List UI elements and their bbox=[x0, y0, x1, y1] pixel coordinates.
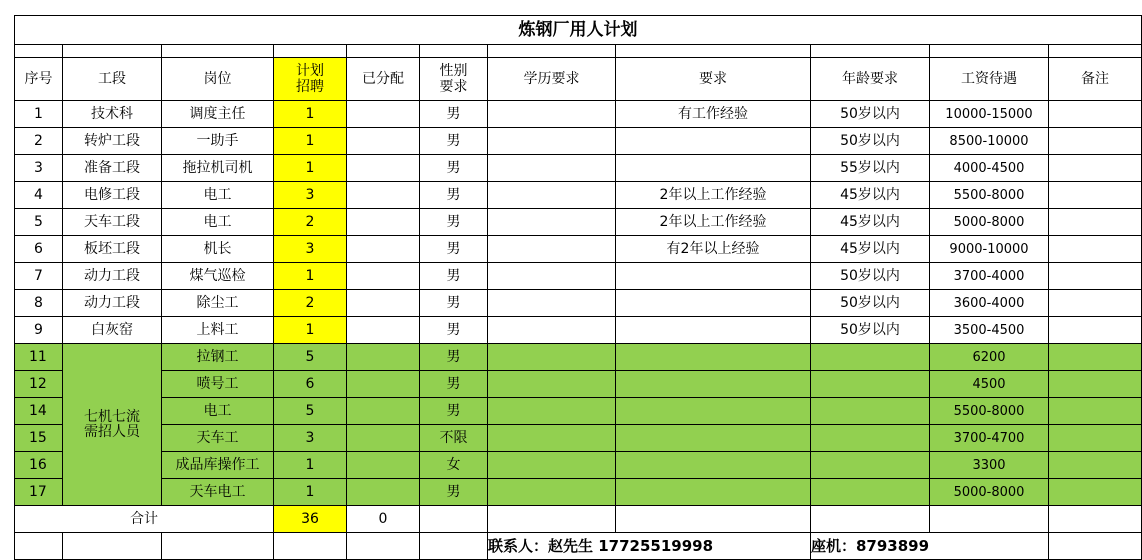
row-gender[interactable]: 男 bbox=[420, 209, 488, 236]
row-requirement[interactable] bbox=[616, 371, 811, 398]
row-plan[interactable]: 1 bbox=[274, 452, 347, 479]
row-remark[interactable] bbox=[1049, 155, 1142, 182]
row-assigned[interactable] bbox=[347, 209, 420, 236]
row-plan[interactable]: 1 bbox=[274, 263, 347, 290]
row-requirement[interactable] bbox=[616, 128, 811, 155]
header-seq[interactable]: 序号 bbox=[15, 58, 63, 101]
row-education[interactable] bbox=[488, 452, 616, 479]
row-gender[interactable]: 男 bbox=[420, 317, 488, 344]
row-seq[interactable]: 6 bbox=[15, 236, 63, 263]
row-post[interactable]: 电工 bbox=[162, 398, 274, 425]
row-gender[interactable]: 女 bbox=[420, 452, 488, 479]
row-salary[interactable]: 9000-10000 bbox=[930, 236, 1049, 263]
row-salary[interactable]: 4500 bbox=[930, 371, 1049, 398]
table-row bbox=[15, 479, 1142, 506]
header-requirement[interactable]: 要求 bbox=[616, 58, 811, 101]
row-education[interactable] bbox=[488, 101, 616, 128]
row-assigned[interactable] bbox=[347, 479, 420, 506]
row-assigned[interactable] bbox=[347, 101, 420, 128]
row-seq[interactable]: 14 bbox=[15, 398, 63, 425]
row-age[interactable]: 45岁以内 bbox=[811, 182, 930, 209]
row-remark[interactable] bbox=[1049, 290, 1142, 317]
row-salary[interactable]: 5500-8000 bbox=[930, 182, 1049, 209]
row-assigned[interactable] bbox=[347, 425, 420, 452]
table-row bbox=[15, 452, 1142, 479]
row-plan[interactable]: 2 bbox=[274, 209, 347, 236]
row-assigned[interactable] bbox=[347, 236, 420, 263]
row-post[interactable]: 上料工 bbox=[162, 317, 274, 344]
row-remark[interactable] bbox=[1049, 371, 1142, 398]
row-plan[interactable]: 1 bbox=[274, 479, 347, 506]
row-seq[interactable]: 4 bbox=[15, 182, 63, 209]
header-post[interactable]: 岗位 bbox=[162, 58, 274, 101]
row-remark[interactable] bbox=[1049, 479, 1142, 506]
header-age[interactable]: 年龄要求 bbox=[811, 58, 930, 101]
row-plan[interactable]: 3 bbox=[274, 236, 347, 263]
row-assigned[interactable] bbox=[347, 128, 420, 155]
row-requirement[interactable] bbox=[616, 290, 811, 317]
row-gender[interactable]: 男 bbox=[420, 128, 488, 155]
row-section[interactable]: 准备工段 bbox=[63, 155, 162, 182]
row-education[interactable] bbox=[488, 182, 616, 209]
row-assigned[interactable] bbox=[347, 155, 420, 182]
row-gender[interactable]: 男 bbox=[420, 398, 488, 425]
row-assigned[interactable] bbox=[347, 371, 420, 398]
table-row bbox=[15, 155, 1142, 182]
header-education[interactable]: 学历要求 bbox=[488, 58, 616, 101]
row-age[interactable]: 50岁以内 bbox=[811, 290, 930, 317]
row-post[interactable]: 电工 bbox=[162, 182, 274, 209]
row-salary[interactable]: 3600-4000 bbox=[930, 290, 1049, 317]
row-section[interactable]: 板坯工段 bbox=[63, 236, 162, 263]
contact-person[interactable]: 联系人：赵先生 17725519998 bbox=[488, 533, 811, 560]
row-salary[interactable]: 5000-8000 bbox=[930, 209, 1049, 236]
row-requirement[interactable] bbox=[616, 155, 811, 182]
total-label[interactable]: 合计 bbox=[15, 506, 274, 533]
row-seq[interactable]: 15 bbox=[15, 425, 63, 452]
sheet-title[interactable]: 炼钢厂用人计划 bbox=[15, 16, 1142, 45]
row-remark[interactable] bbox=[1049, 209, 1142, 236]
row-remark[interactable] bbox=[1049, 182, 1142, 209]
header-row bbox=[15, 58, 1142, 101]
row-remark[interactable] bbox=[1049, 101, 1142, 128]
row-requirement[interactable]: 有2年以上经验 bbox=[616, 236, 811, 263]
row-salary[interactable]: 4000-4500 bbox=[930, 155, 1049, 182]
row-post[interactable]: 天车工 bbox=[162, 425, 274, 452]
row-seq[interactable]: 7 bbox=[15, 263, 63, 290]
row-gender[interactable]: 男 bbox=[420, 236, 488, 263]
row-gender[interactable]: 男 bbox=[420, 290, 488, 317]
row-post[interactable]: 天车电工 bbox=[162, 479, 274, 506]
row-assigned[interactable] bbox=[347, 398, 420, 425]
row-plan[interactable]: 3 bbox=[274, 425, 347, 452]
row-section[interactable]: 技术科 bbox=[63, 101, 162, 128]
table-row bbox=[15, 128, 1142, 155]
row-post[interactable]: 一助手 bbox=[162, 128, 274, 155]
row-plan[interactable]: 1 bbox=[274, 155, 347, 182]
row-post[interactable]: 除尘工 bbox=[162, 290, 274, 317]
blank-row bbox=[15, 45, 1142, 58]
hiring-plan-table bbox=[14, 15, 1142, 560]
row-education[interactable] bbox=[488, 371, 616, 398]
table-row bbox=[15, 290, 1142, 317]
table-row bbox=[15, 398, 1142, 425]
row-education[interactable] bbox=[488, 209, 616, 236]
row-requirement[interactable] bbox=[616, 344, 811, 371]
row-gender[interactable]: 男 bbox=[420, 182, 488, 209]
row-section[interactable]: 白灰窑 bbox=[63, 317, 162, 344]
row-remark[interactable] bbox=[1049, 425, 1142, 452]
row-requirement[interactable] bbox=[616, 425, 811, 452]
row-education[interactable] bbox=[488, 317, 616, 344]
row-gender[interactable]: 男 bbox=[420, 479, 488, 506]
row-plan[interactable]: 6 bbox=[274, 371, 347, 398]
row-remark[interactable] bbox=[1049, 344, 1142, 371]
row-post[interactable]: 拉钢工 bbox=[162, 344, 274, 371]
row-seq[interactable]: 2 bbox=[15, 128, 63, 155]
row-requirement[interactable] bbox=[616, 263, 811, 290]
row-remark[interactable] bbox=[1049, 263, 1142, 290]
row-education[interactable] bbox=[488, 425, 616, 452]
table-row bbox=[15, 371, 1142, 398]
row-requirement[interactable]: 2年以上工作经验 bbox=[616, 182, 811, 209]
row-age[interactable] bbox=[811, 344, 930, 371]
row-seq[interactable]: 1 bbox=[15, 101, 63, 128]
row-seq[interactable]: 11 bbox=[15, 344, 63, 371]
row-section[interactable]: 电修工段 bbox=[63, 182, 162, 209]
row-age[interactable] bbox=[811, 425, 930, 452]
table-row bbox=[15, 425, 1142, 452]
row-salary[interactable]: 10000-15000 bbox=[930, 101, 1049, 128]
row-requirement[interactable]: 2年以上工作经验 bbox=[616, 209, 811, 236]
row-salary[interactable]: 5500-8000 bbox=[930, 398, 1049, 425]
row-age[interactable] bbox=[811, 479, 930, 506]
row-section[interactable]: 动力工段 bbox=[63, 263, 162, 290]
table-row bbox=[15, 101, 1142, 128]
row-post[interactable]: 电工 bbox=[162, 209, 274, 236]
row-requirement[interactable] bbox=[616, 317, 811, 344]
header-assigned[interactable]: 已分配 bbox=[347, 58, 420, 101]
row-assigned[interactable] bbox=[347, 317, 420, 344]
row-post[interactable]: 拖拉机司机 bbox=[162, 155, 274, 182]
row-education[interactable] bbox=[488, 344, 616, 371]
row-section-merged[interactable]: 七机七流 需招人员 bbox=[63, 344, 162, 506]
row-post[interactable]: 成品库操作工 bbox=[162, 452, 274, 479]
row-seq[interactable]: 9 bbox=[15, 317, 63, 344]
row-plan[interactable]: 2 bbox=[274, 290, 347, 317]
table-row bbox=[15, 209, 1142, 236]
row-seq[interactable]: 5 bbox=[15, 209, 63, 236]
row-remark[interactable] bbox=[1049, 128, 1142, 155]
header-remark[interactable]: 备注 bbox=[1049, 58, 1142, 101]
row-education[interactable] bbox=[488, 263, 616, 290]
row-assigned[interactable] bbox=[347, 290, 420, 317]
row-section[interactable]: 天车工段 bbox=[63, 209, 162, 236]
table-row bbox=[15, 182, 1142, 209]
header-section[interactable]: 工段 bbox=[63, 58, 162, 101]
row-assigned[interactable] bbox=[347, 182, 420, 209]
row-age[interactable]: 55岁以内 bbox=[811, 155, 930, 182]
row-age[interactable]: 45岁以内 bbox=[811, 209, 930, 236]
row-seq[interactable]: 3 bbox=[15, 155, 63, 182]
table-row bbox=[15, 236, 1142, 263]
row-salary[interactable]: 8500-10000 bbox=[930, 128, 1049, 155]
header-plan-line1: 计划 bbox=[296, 63, 324, 79]
row-age[interactable] bbox=[811, 452, 930, 479]
row-education[interactable] bbox=[488, 236, 616, 263]
row-seq[interactable]: 8 bbox=[15, 290, 63, 317]
row-education[interactable] bbox=[488, 290, 616, 317]
header-plan[interactable] bbox=[274, 58, 347, 101]
row-gender[interactable]: 男 bbox=[420, 344, 488, 371]
table-row bbox=[15, 263, 1142, 290]
row-salary[interactable]: 3700-4700 bbox=[930, 425, 1049, 452]
row-remark[interactable] bbox=[1049, 317, 1142, 344]
row-salary[interactable]: 5000-8000 bbox=[930, 479, 1049, 506]
row-requirement[interactable] bbox=[616, 452, 811, 479]
row-assigned[interactable] bbox=[347, 344, 420, 371]
row-seq[interactable]: 12 bbox=[15, 371, 63, 398]
row-gender[interactable]: 男 bbox=[420, 155, 488, 182]
row-section[interactable]: 动力工段 bbox=[63, 290, 162, 317]
row-assigned[interactable] bbox=[347, 452, 420, 479]
row-age[interactable] bbox=[811, 371, 930, 398]
row-gender[interactable]: 男 bbox=[420, 371, 488, 398]
row-post[interactable]: 机长 bbox=[162, 236, 274, 263]
row-age[interactable]: 50岁以内 bbox=[811, 263, 930, 290]
row-age[interactable] bbox=[811, 398, 930, 425]
total-assigned[interactable]: 0 bbox=[347, 506, 420, 533]
row-education[interactable] bbox=[488, 398, 616, 425]
row-salary[interactable]: 6200 bbox=[930, 344, 1049, 371]
row-education[interactable] bbox=[488, 155, 616, 182]
row-seq[interactable]: 16 bbox=[15, 452, 63, 479]
row-plan[interactable]: 1 bbox=[274, 101, 347, 128]
contact-row bbox=[15, 533, 1142, 560]
row-plan[interactable]: 1 bbox=[274, 128, 347, 155]
header-gender[interactable] bbox=[420, 58, 488, 101]
row-section[interactable]: 转炉工段 bbox=[63, 128, 162, 155]
row-gender[interactable]: 男 bbox=[420, 263, 488, 290]
table-row bbox=[15, 344, 1142, 371]
table-row bbox=[15, 317, 1142, 344]
row-post[interactable]: 喷号工 bbox=[162, 371, 274, 398]
row-assigned[interactable] bbox=[347, 263, 420, 290]
total-plan[interactable]: 36 bbox=[274, 506, 347, 533]
header-gender-line2: 要求 bbox=[439, 79, 468, 95]
row-requirement[interactable] bbox=[616, 479, 811, 506]
header-gender-line1: 性别 bbox=[439, 63, 468, 79]
row-plan[interactable]: 3 bbox=[274, 182, 347, 209]
row-age[interactable]: 50岁以内 bbox=[811, 101, 930, 128]
row-education[interactable] bbox=[488, 128, 616, 155]
row-education[interactable] bbox=[488, 479, 616, 506]
row-post[interactable]: 煤气巡检 bbox=[162, 263, 274, 290]
row-plan[interactable]: 5 bbox=[274, 344, 347, 371]
row-remark[interactable] bbox=[1049, 398, 1142, 425]
total-row bbox=[15, 506, 1142, 533]
row-gender[interactable]: 不限 bbox=[420, 425, 488, 452]
row-plan[interactable]: 1 bbox=[274, 317, 347, 344]
row-age[interactable]: 45岁以内 bbox=[811, 236, 930, 263]
header-salary[interactable]: 工资待遇 bbox=[930, 58, 1049, 101]
row-salary[interactable]: 3300 bbox=[930, 452, 1049, 479]
header-plan-line2: 招聘 bbox=[296, 79, 324, 95]
row-seq[interactable]: 17 bbox=[15, 479, 63, 506]
row-age[interactable]: 50岁以内 bbox=[811, 317, 930, 344]
row-gender[interactable]: 男 bbox=[420, 101, 488, 128]
landline-phone[interactable]: 座机：8793899 bbox=[811, 533, 1049, 560]
spreadsheet bbox=[14, 15, 1142, 560]
row-requirement[interactable] bbox=[616, 398, 811, 425]
row-salary[interactable]: 3500-4500 bbox=[930, 317, 1049, 344]
row-remark[interactable] bbox=[1049, 236, 1142, 263]
row-plan[interactable]: 5 bbox=[274, 398, 347, 425]
row-remark[interactable] bbox=[1049, 452, 1142, 479]
row-requirement[interactable]: 有工作经验 bbox=[616, 101, 811, 128]
row-post[interactable]: 调度主任 bbox=[162, 101, 274, 128]
row-salary[interactable]: 3700-4000 bbox=[930, 263, 1049, 290]
row-age[interactable]: 50岁以内 bbox=[811, 128, 930, 155]
